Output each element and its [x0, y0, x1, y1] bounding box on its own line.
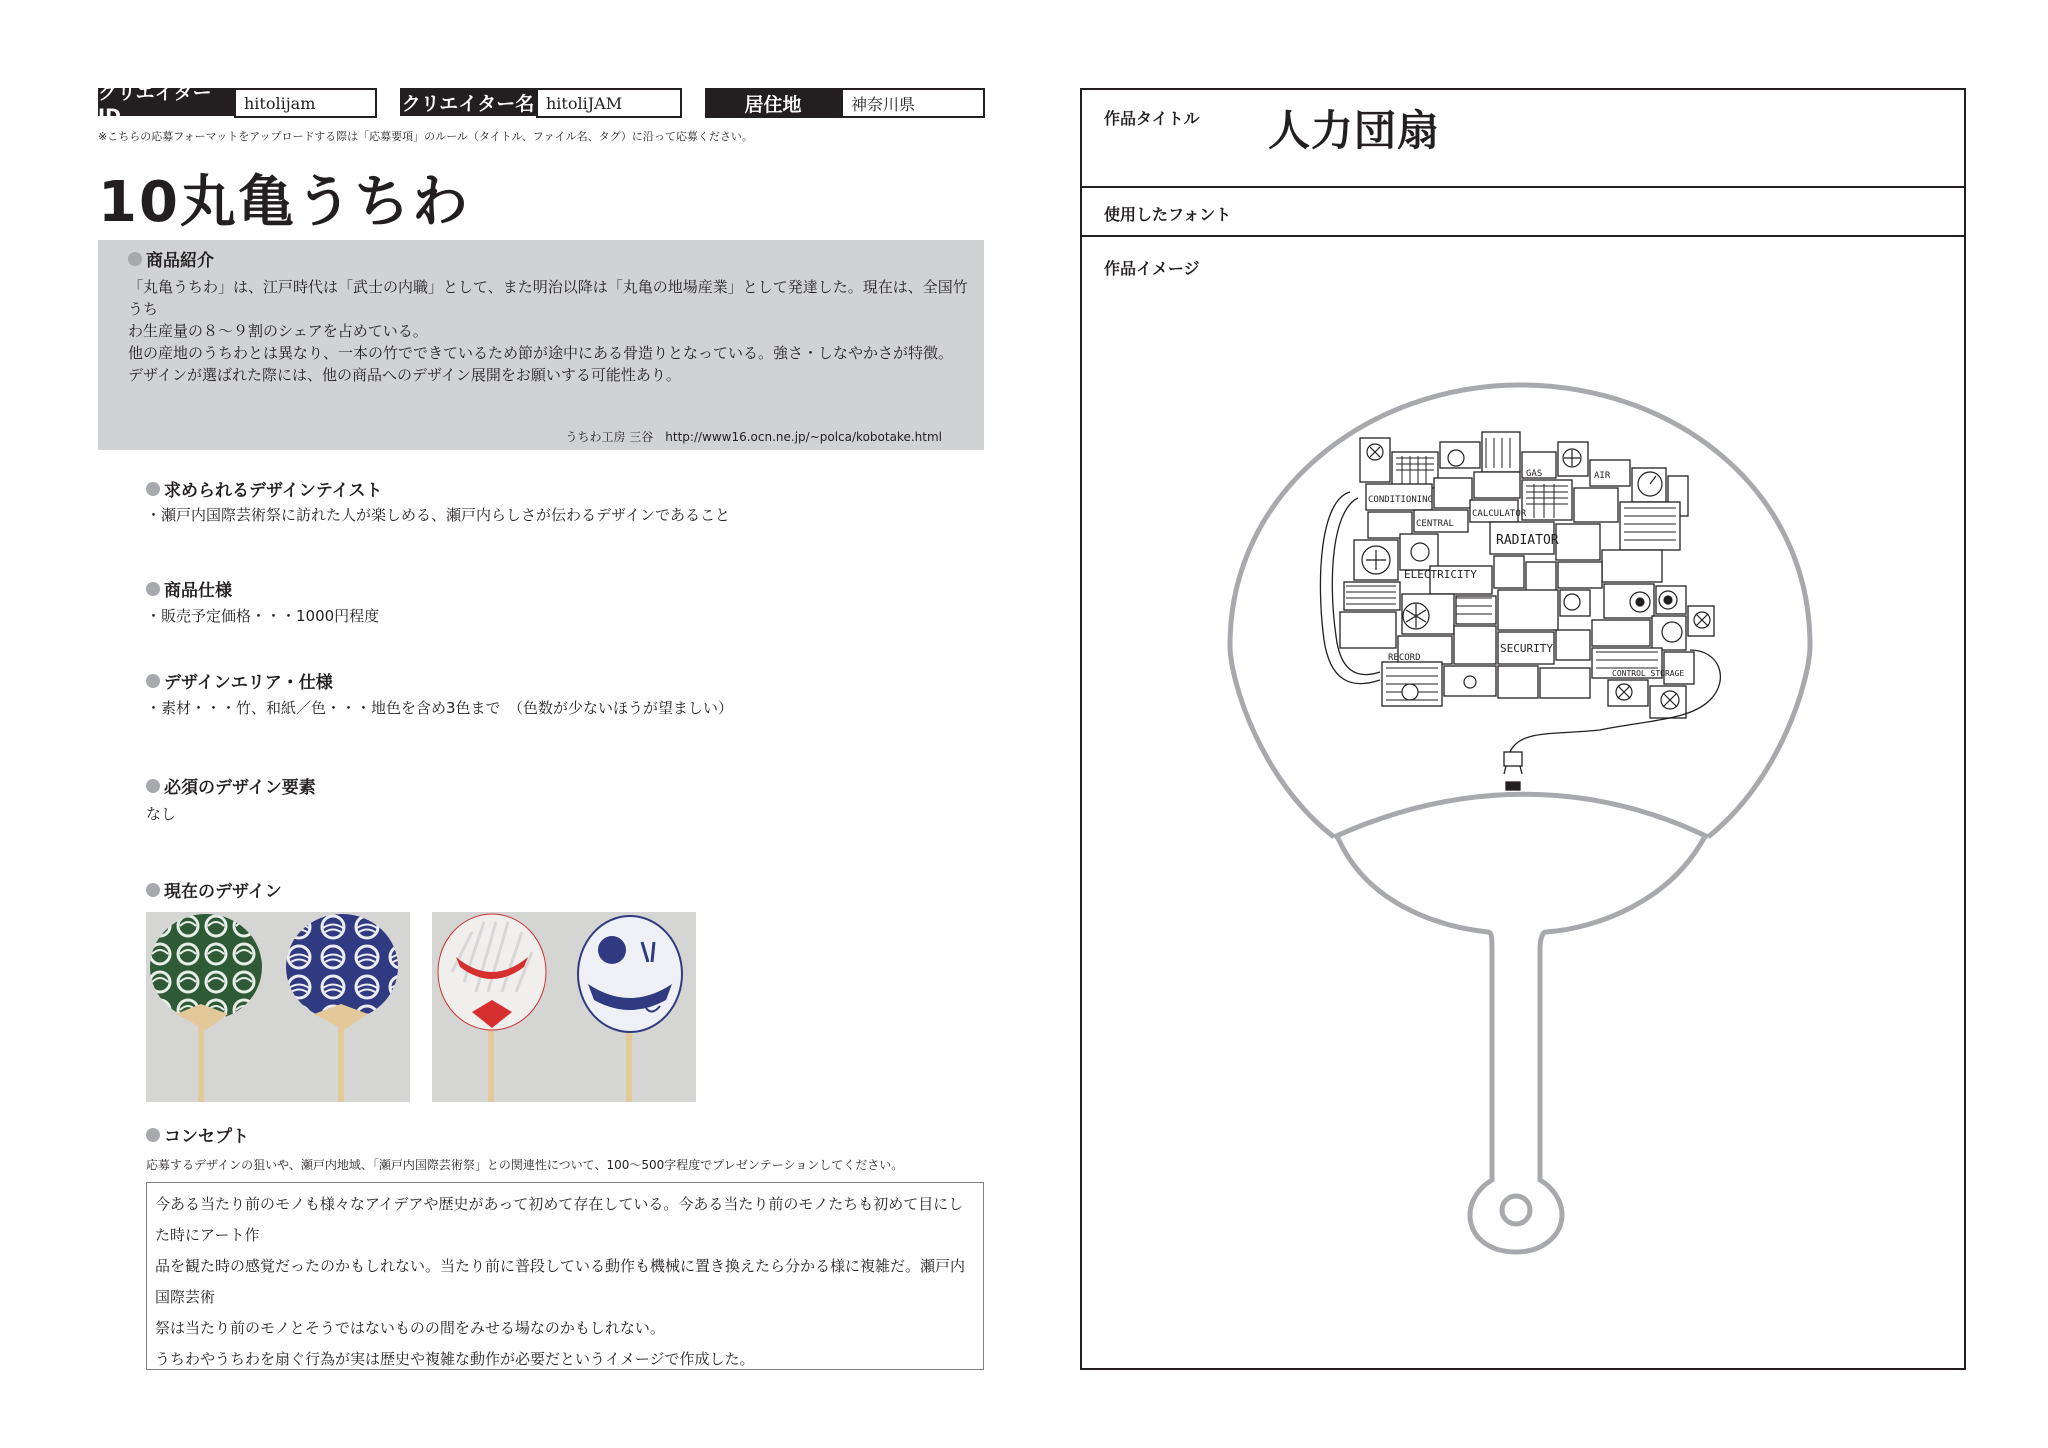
required-heading — [146, 773, 316, 798]
concept-textbox[interactable] — [146, 1182, 984, 1370]
creator-name-field[interactable]: hitoliJAM — [536, 88, 682, 118]
current-design-photo-2 — [432, 912, 696, 1102]
concept-note: 応募するデザインの狙いや、瀬戸内地域、「瀬戸内国際芸術祭」との関連性について、100～500字程度でプレゼンテーションしてください。 — [146, 1158, 904, 1172]
area-heading-text: デザインエリア・仕様 — [164, 673, 333, 693]
intro-line: デザインが選ばれた際には、他の商品へのデザイン展開をお願いする可能性あり。 — [128, 366, 681, 384]
current-design-photo-1 — [146, 912, 410, 1102]
bullet-icon — [146, 482, 160, 496]
residence-field[interactable]: 神奈川県 — [841, 88, 985, 118]
concept-heading-text: コンセプト — [164, 1127, 249, 1147]
bullet-icon — [146, 1128, 160, 1142]
product-intro-box — [98, 240, 984, 450]
drawing-label: GAS — [1526, 469, 1543, 479]
spec-heading-text: 商品仕様 — [164, 581, 232, 601]
area-text: ・素材・・・竹、和紙／色・・・地色を含め3色まで （色数が少ないほうが望ましい） — [146, 699, 734, 717]
bullet-icon — [128, 252, 142, 266]
drawing-label: ELECTRICITY — [1404, 568, 1477, 581]
divider — [1080, 235, 1966, 237]
intro-heading-text: 商品紹介 — [146, 251, 214, 271]
bullet-icon — [146, 883, 160, 897]
current-design-heading — [146, 877, 282, 902]
intro-heading — [128, 246, 214, 271]
bullet-icon — [146, 582, 160, 596]
concept-line: 今ある当たり前のモノも様々なアイデアや歴史があって初めて存在している。今ある当たり前のモノたちも初めて目にした時にアート作 — [155, 1195, 964, 1244]
drawing-label: CONDITIONING — [1368, 495, 1434, 505]
bullet-icon — [146, 674, 160, 688]
drawing-label: SECURITY — [1500, 642, 1553, 655]
intro-text — [128, 276, 968, 386]
creator-id-field[interactable]: hitolijam — [234, 88, 377, 118]
product-title: 10丸亀うちわ — [98, 170, 470, 235]
bullet-icon — [146, 779, 160, 793]
font-used-label: 使用したフォント — [1104, 205, 1232, 224]
required-heading-text: 必須のデザイン要素 — [164, 778, 316, 798]
creator-name-label: クリエイター名 — [400, 88, 536, 116]
intro-line: 他の産地のうちわとは異なり、一本の竹でできているため節が途中にある骨造りとなっている。強さ・しなやかさが特徴。 — [128, 344, 954, 362]
concept-line: 品を観た時の感覚だったのかもしれない。当たり前に普段している動作も機械に置き換えたら分かる様に複雑だ。瀬戸内国際芸術 — [155, 1257, 966, 1306]
drawing-label: AIR — [1594, 471, 1611, 481]
concept-heading — [146, 1122, 249, 1147]
creator-id-label: クリエイターID — [98, 88, 234, 116]
spec-heading — [146, 576, 232, 601]
current-design-heading-text: 現在のデザイン — [164, 882, 282, 902]
area-heading — [146, 668, 333, 693]
drawing-label: CENTRAL — [1416, 519, 1454, 529]
drawing-label: CONTROL STORAGE — [1612, 669, 1685, 678]
spec-text: ・販売予定価格・・・1000円程度 — [146, 607, 380, 625]
work-image-label: 作品イメージ — [1104, 259, 1200, 278]
intro-source: うちわ工房 三谷 http://www16.ocn.ne.jp/~polca/kobotake.html — [565, 430, 942, 444]
drawing-label: CALCULATOR — [1472, 509, 1527, 519]
residence-label: 居住地 — [705, 88, 841, 118]
work-title-value: 人力団扇 — [1268, 106, 1441, 155]
upload-note: ※こちらの応募フォーマットをアップロードする際は「応募要項」のルール（タイトル、ファイル名、タグ）に沿って応募ください。 — [98, 130, 753, 143]
taste-text: ・瀬戸内国際芸術祭に訪れた人が楽しめる、瀬戸内らしさが伝わるデザインであること — [146, 506, 730, 524]
taste-heading — [146, 476, 382, 501]
intro-line: わ生産量の８～９割のシェアを占めている。 — [128, 322, 428, 340]
work-title-label: 作品タイトル — [1104, 109, 1200, 128]
divider — [1080, 186, 1966, 188]
work-image-artwork — [1220, 380, 1840, 1260]
drawing-label: RECORD — [1388, 653, 1421, 663]
taste-heading-text: 求められるデザインテイスト — [164, 481, 383, 501]
drawing-label: RADIATOR — [1496, 533, 1559, 548]
concept-line: うちわやうちわを扇ぐ行為が実は歴史や複雑な動作が必要だというイメージで作成した。 — [155, 1350, 755, 1368]
intro-line: 「丸亀うちわ」は、江戸時代は「武士の内職」として、また明治以降は「丸亀の地場産業」として発達した。現在は、全国竹うち — [128, 278, 968, 318]
concept-line: 祭は当たり前のモノとそうではないものの間をみせる場なのかもしれない。 — [155, 1319, 665, 1337]
required-text: なし — [146, 805, 177, 823]
